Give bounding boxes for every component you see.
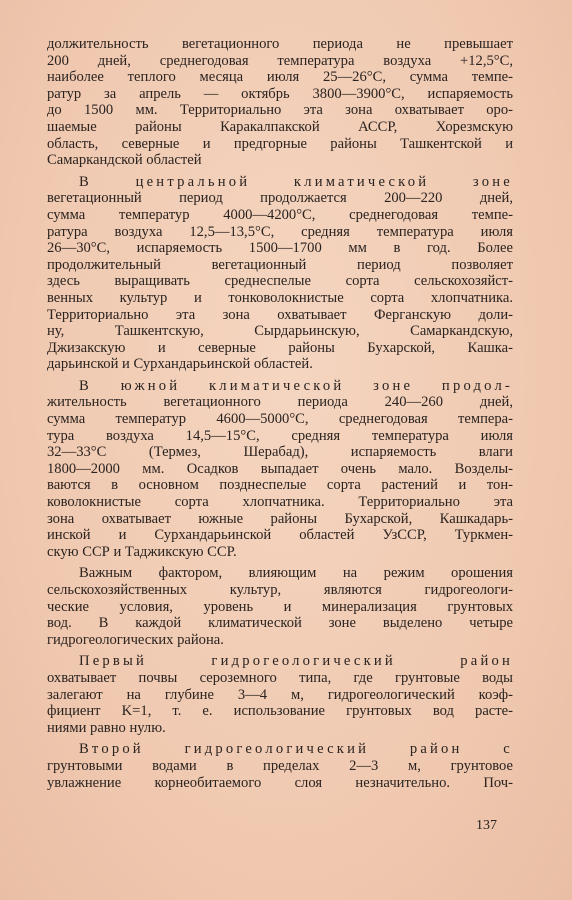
- text-line: коволокнистые сорта хлопчатника. Территориально эта: [47, 494, 513, 511]
- text-line: дарьинской и Сурхандарьинской областей.: [47, 356, 313, 373]
- text-line: Джизакскую и северные районы Бухарской, Кашка-: [47, 339, 513, 356]
- text-line: продолжительный вегетационный период позволяет: [47, 256, 513, 273]
- text-line: В южной климатической зоне продол-: [79, 377, 513, 394]
- text-line: охватывает почвы сероземного типа, где грунтовые воды: [47, 669, 513, 686]
- text-line: инской и Сурхандарьинской областей УзССР, Туркмен-: [47, 527, 513, 544]
- text-line: ратур за апрель — октябрь 3800—3900°С, испаряемость: [47, 85, 513, 102]
- text-line: ну, Ташкентскую, Сырдарьинскую, Самаркандскую,: [47, 323, 513, 340]
- paragraph-second-district: [47, 741, 513, 791]
- paragraph-first-district: [47, 653, 513, 736]
- text-line: ратура воздуха 12,5—13,5°С, средняя температура июля: [47, 223, 513, 240]
- text-line: ниями равно нулю.: [47, 719, 166, 736]
- text-line: должительность вегетационного периода не превышает: [47, 36, 513, 52]
- paragraph-northern-zone-continuation: [47, 36, 513, 169]
- paragraph-central-zone: [47, 174, 513, 373]
- paragraph-hydrogeology-intro: [47, 565, 513, 648]
- text-line: фициент K=1, т. е. использование грунтовых вод расте-: [47, 703, 513, 720]
- text-column: [47, 36, 513, 791]
- text-line: 26—30°С, испаряемость 1500—1700 мм в год. Более: [47, 240, 513, 257]
- text-line: залегают на глубине 3—4 м, гидрогеологический коэф-: [47, 686, 513, 703]
- text-line: Первый гидрогеологический район: [79, 653, 513, 670]
- text-line: увлажнение корнеобитаемого слоя незначительно. Поч-: [47, 774, 513, 791]
- text-line: здесь выращивать среднеспелые сорта сельскохозяйст-: [47, 273, 513, 290]
- text-line: 1800—2000 мм. Осадков выпадает очень мало. Возделы-: [47, 460, 513, 477]
- text-line: сумма температур 4000—4200°С, среднегодовая темпе-: [47, 206, 513, 223]
- text-line: ваются в основном позднеспелые сорта растений и тон-: [47, 477, 513, 494]
- text-line: вод. В каждой климатической зоне выделено четыре: [47, 615, 513, 632]
- text-line: жительность вегетационного периода 240—260 дней,: [47, 394, 513, 411]
- text-line: сельскохозяйственных культур, являются гидрогеологи-: [47, 582, 513, 598]
- text-line: гидрогеологических района.: [47, 631, 224, 648]
- text-line: 32—33°С (Термез, Шерабад), испаряемость влаги: [47, 444, 513, 461]
- text-line: сумма температур 4600—5000°С, среднегодовая темпера-: [47, 411, 513, 428]
- text-line: вегетационный период продолжается 200—220 дней,: [47, 190, 513, 207]
- text-line: тура воздуха 14,5—15°С, средняя температура июля: [47, 427, 513, 444]
- paragraph-southern-zone: [47, 378, 513, 561]
- text-line: зона охватывает южные районы Бухарской, Кашкадарь-: [47, 510, 513, 527]
- text-line: область, северные и предгорные районы Ташкентской и: [47, 135, 513, 152]
- text-line: ческие условия, уровень и минерализация грунтовых: [47, 598, 513, 615]
- text-line: наиболее теплого месяца июля 25—26°С, сумма темпе-: [47, 69, 513, 86]
- text-line: В центральной климатической зоне: [79, 173, 513, 190]
- text-line: шаемые районы Каракалпакской АССР, Хорезмскую: [47, 118, 513, 135]
- text-line: 200 дней, среднегодовая температура воздуха +12,5°С,: [47, 52, 513, 69]
- text-line: Самаркандской областей: [47, 152, 202, 169]
- text-line: Второй гидрогеологический район с: [79, 741, 513, 758]
- text-line: Важным фактором, влияющим на режим орошения: [79, 565, 513, 582]
- page-number: 137: [476, 818, 497, 833]
- text-line: Территориально эта зона охватывает Ферганскую доли-: [47, 306, 513, 323]
- text-line: до 1500 мм. Территориально эта зона охватывает оро-: [47, 102, 513, 119]
- text-line: грунтовыми водами в пределах 2—3 м, грунтовое: [47, 757, 513, 774]
- text-line: венных культур и тонковолокнистые сорта хлопчатника.: [47, 289, 513, 306]
- text-line: скую ССР и Таджикскую ССР.: [47, 543, 237, 560]
